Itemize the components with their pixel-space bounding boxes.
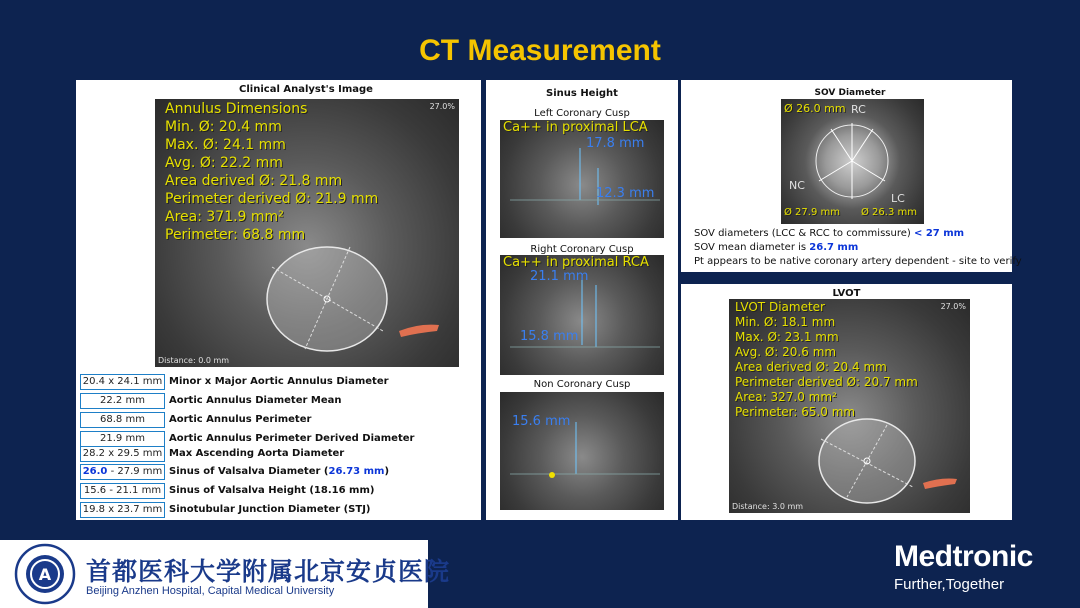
table-row [80,501,371,518]
hospital-logo-icon [14,543,76,605]
lcc-ct-image [500,120,664,238]
slide-title: CT Measurement [419,34,661,67]
sov-value-rest: - 27.9 mm [107,465,163,477]
lcc-measure-1: 17.8 mm [586,136,645,151]
lcc-label: Left Coronary Cusp [534,108,630,119]
lvot-overlay-6: Area: 327.0 mm² [735,390,837,404]
row-value: 68.8 mm [80,412,165,428]
sov-lc: LC [891,192,905,205]
sov-d1: Ø 26.0 mm [784,102,846,115]
hospital-name-cn: 首都医科大学附属北京安贞医院 [86,557,451,586]
table-row [80,463,389,480]
annulus-overlay-6: Area: 371.9 mm² [165,209,284,225]
annulus-overlay-0: Annulus Dimensions [165,101,308,117]
ncc-ct-image [500,392,664,510]
rcc-label: Right Coronary Cusp [530,244,634,255]
row-value: 22.2 mm [80,393,165,409]
rcc-overlay: Ca++ in proximal RCA [503,255,649,270]
table-row [80,482,374,499]
lvot-heading: LVOT [832,288,861,299]
row-value: 28.2 x 29.5 mm [80,446,165,462]
annulus-overlay-3: Avg. Ø: 22.2 mm [165,155,283,171]
ncc-measure-lines [500,392,664,510]
rcc-ct-image [500,255,664,375]
row-value: 21.9 mm [80,431,165,447]
row-desc: Aortic Annulus Perimeter Derived Diameter [169,433,415,444]
row-desc: Aortic Annulus Perimeter [169,414,312,425]
lvot-distance: Distance: 3.0 mm [732,502,804,511]
lvot-overlay-4: Area derived Ø: 20.4 mm [735,360,887,374]
sov-note-2-value: 26.7 mm [809,242,859,253]
sov-note-1-text: SOV diameters (LCC & RCC to commissure) [694,228,914,239]
annulus-overlay-7: Perimeter: 68.8 mm [165,227,306,243]
medtronic-tagline: Further,Together [894,576,1005,593]
sov-ct-image [781,99,924,224]
sov-note-1 [694,228,964,239]
lvot-overlay-2: Max. Ø: 23.1 mm [735,330,839,344]
rcc-measure-2: 15.8 mm [520,329,579,344]
sov-note-2 [694,242,858,253]
row-value: 19.8 x 23.7 mm [80,502,165,518]
ncc-label: Non Coronary Cusp [533,379,631,390]
table-row [80,445,344,462]
medtronic-logo: Medtronic [894,540,1033,573]
sov-note-2-text: SOV mean diameter is [694,242,810,253]
lvot-overlay-1: Min. Ø: 18.1 mm [735,315,836,329]
sinus-height-heading: Sinus Height [546,88,618,99]
annulus-pct: 27.0% [429,102,455,111]
sov-desc-highlight: 26.73 mm [328,466,385,477]
row-desc: Aortic Annulus Diameter Mean [169,395,342,406]
sov-desc-a: Sinus of Valsalva Diameter ( [169,466,329,477]
sov-diameter-heading: SOV Diameter [814,88,886,98]
lvot-overlay-5: Perimeter derived Ø: 20.7 mm [735,375,918,389]
sov-desc-c: ) [384,466,390,477]
lvot-overlay-7: Perimeter: 65.0 mm [735,405,856,419]
row-value: 15.6 - 21.1 mm [80,483,165,499]
table-row [80,392,342,409]
table-row [80,411,311,428]
lcc-overlay: Ca++ in proximal LCA [503,120,648,135]
clinical-analyst-heading: Clinical Analyst's Image [239,84,373,95]
sov-note-1-value: < 27 mm [913,228,965,239]
sov-note-3: Pt appears to be native coronary artery dependent - site to verify [694,256,1022,267]
svg-text:A: A [38,565,52,584]
sov-d3: Ø 26.3 mm [861,207,917,218]
annulus-overlay-1: Min. Ø: 20.4 mm [165,119,282,135]
row-value [80,464,165,480]
annulus-distance: Distance: 0.0 mm [158,356,230,365]
row-desc [169,466,389,477]
row-desc: Sinotubular Junction Diameter (STJ) [169,504,371,515]
annulus-overlay-4: Area derived Ø: 21.8 mm [165,173,343,189]
row-value: 20.4 x 24.1 mm [80,374,165,390]
sov-nc: NC [789,179,805,192]
row-desc: Max Ascending Aorta Diameter [169,448,345,459]
lvot-pct: 27.0% [940,302,966,311]
row-desc: Minor x Major Aortic Annulus Diameter [169,376,389,387]
lvot-overlay-3: Avg. Ø: 20.6 mm [735,345,837,359]
annulus-overlay-2: Max. Ø: 24.1 mm [165,137,286,153]
table-row [80,373,389,390]
sov-rc: RC [851,103,866,116]
lcc-measure-2: 12.3 mm [596,186,655,201]
sov-value-highlight: 26.0 [82,465,108,477]
lvot-overlay-0: LVOT Diameter [735,300,825,314]
row-desc: Sinus of Valsalva Height (18.16 mm) [169,485,375,496]
sov-cusp-lines [781,99,924,224]
ncc-measure-1: 15.6 mm [512,414,571,429]
rcc-measure-1: 21.1 mm [530,269,589,284]
hospital-name-en: Beijing Anzhen Hospital, Capital Medical University [86,585,335,597]
annulus-overlay-5: Perimeter derived Ø: 21.9 mm [165,191,379,207]
sov-d2: Ø 27.9 mm [784,207,840,218]
